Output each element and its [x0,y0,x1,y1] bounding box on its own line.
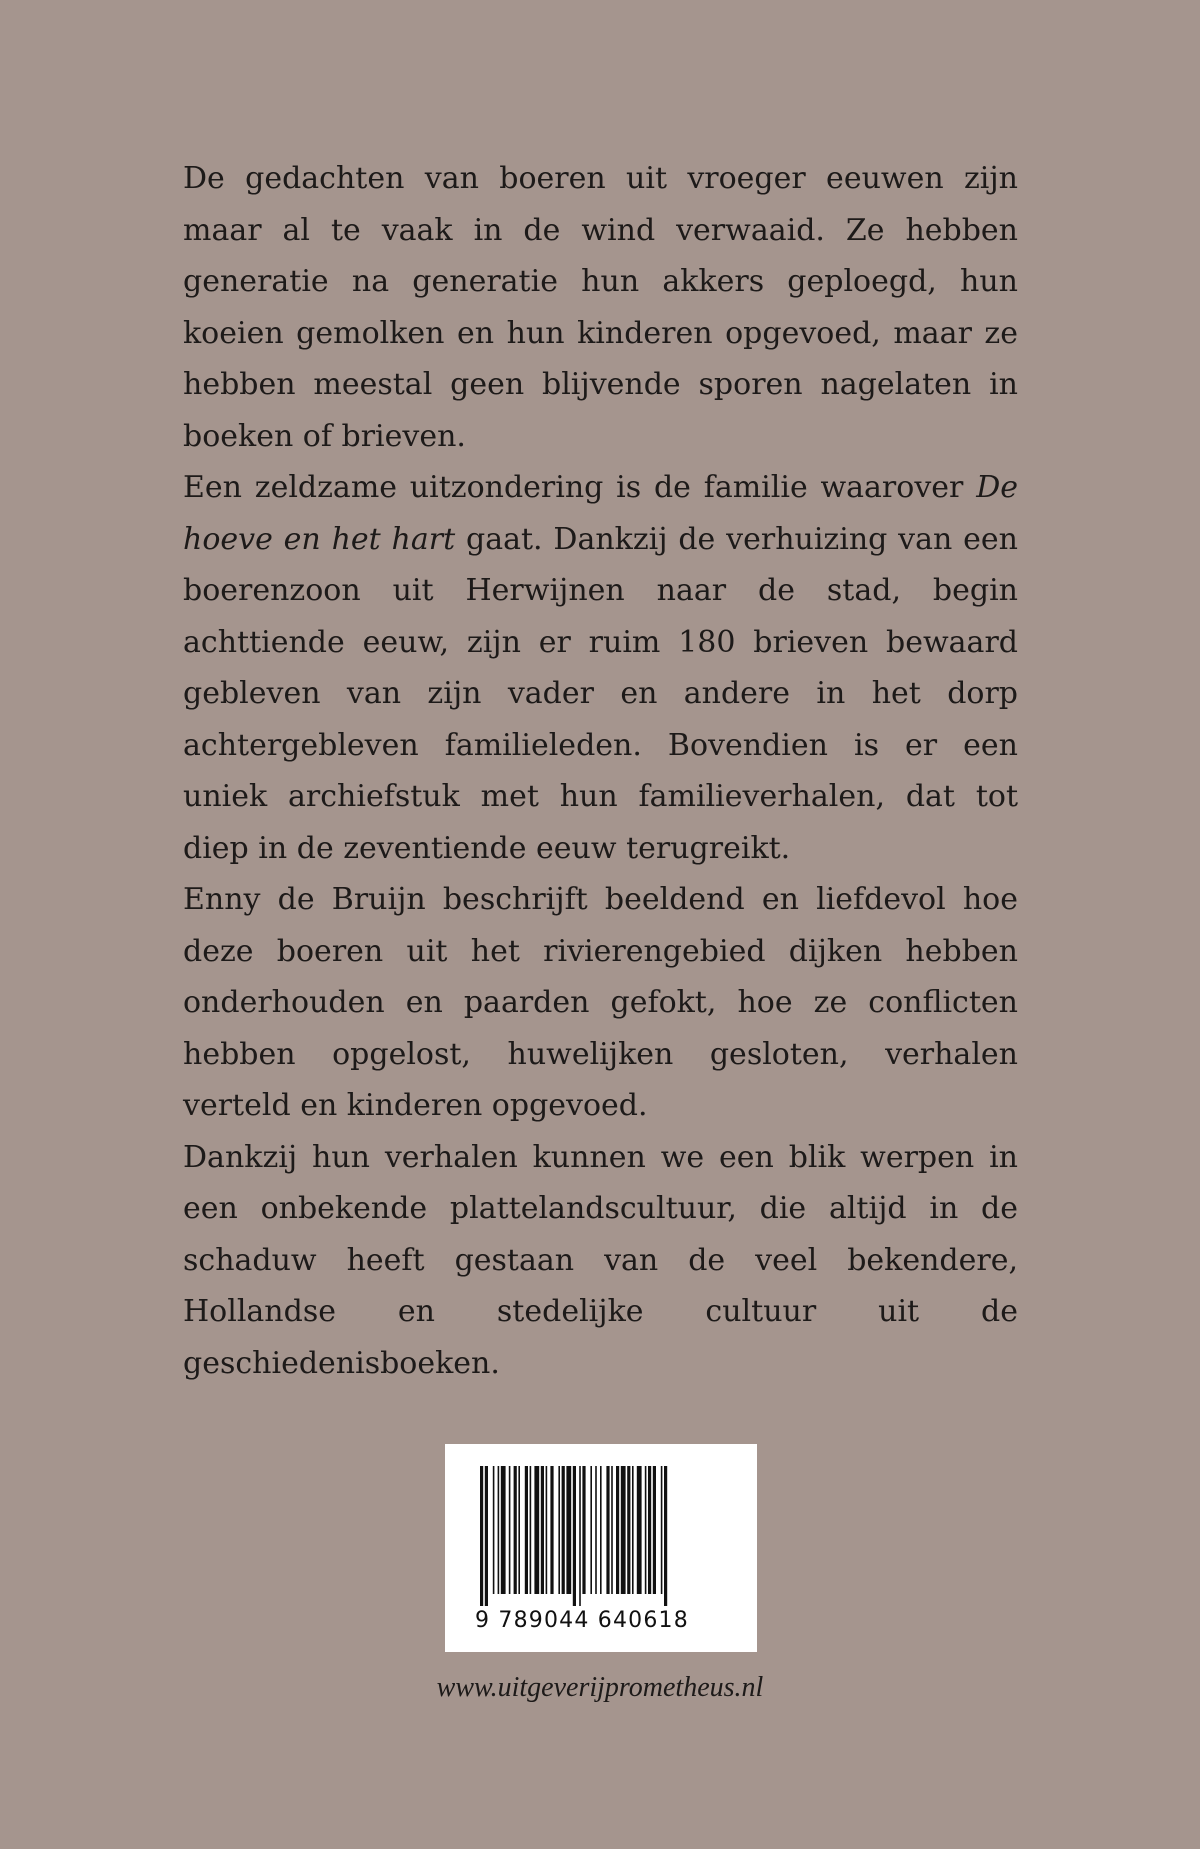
barcode-bar [595,1466,597,1594]
isbn-number: 9 789044 640618 [475,1608,689,1633]
barcode-bar [534,1466,539,1594]
barcode-bar [616,1466,619,1594]
barcode-bar [573,1466,576,1606]
barcode-bars [480,1466,714,1606]
barcode-bar [645,1466,647,1594]
barcode-bar [590,1466,592,1594]
barcode-bar [661,1466,663,1594]
barcode-bar [611,1466,613,1594]
barcode-bar [485,1466,488,1606]
barcode-bar [582,1466,585,1594]
barcode-bar [648,1466,651,1594]
barcode-bar [606,1466,609,1594]
blurb-paragraph-4: Dankzij hun verhalen kunnen we een blik werpen in een onbekende plattelandscultuur, die altijd in de schaduw heeft gestaan van de veel bekendere, Hollandse en stedelijke cultuur uit de geschiedenisboeken. [183,1139,1018,1381]
barcode-bar [480,1466,483,1606]
barcode-label [445,1444,757,1652]
barcode-bar [546,1466,548,1594]
blurb-paragraph-1: De gedachten van boeren uit vroeger eeuwen zijn maar al te vaak in de wind verwaaid. Ze hebben generatie na generatie hun akkers geploegd, hun koeien gemolken en hun kinderen opgevoed, maar ze hebben meestal geen blijvende sporen nagelaten in boeken of brieven. [183,161,1018,454]
barcode-bar [530,1466,532,1594]
barcode-bar [632,1466,634,1594]
book-title-italic: De hoeve en het hart [183,470,1018,557]
barcode-bar [653,1466,656,1594]
barcode-bar [550,1466,553,1594]
barcode-bar [566,1466,571,1594]
barcode-bar [509,1466,511,1594]
blurb-paragraph-3: Enny de Bruijn beschrijft beeldend en liefdevol hoe deze boeren uit het rivierengebied dijken hebben onderhouden en paarden gefokt, hoe ze conflicten hebben opgelost, huwelijken gesloten, verhalen verteld en kinderen opgevoed. [183,882,1018,1123]
barcode-bar [525,1466,528,1594]
barcode-bar [664,1466,667,1606]
barcode-bar [579,1466,581,1606]
blurb-paragraph-2 [183,462,1018,874]
barcode-bar [501,1466,506,1594]
blurb-paragraph-2-rest: gaat. Dankzij de verhuizing van een boerenzoon uit Herwijnen naar de stad, begin achttiende eeuw, zijn er ruim 180 brieven bewaard gebleven van zijn vader en andere in het dorp achtergebleven familieleden. Bovendien is er een uniek archiefstuk met hun familieverhalen, dat tot diep in de zeventiende eeuw terugreikt. [183,521,1019,866]
publisher-website: www.uitgeverijprometheus.nl [436,1672,764,1703]
barcode-bar [600,1466,602,1594]
barcode-bar [558,1466,560,1594]
blurb-text [183,153,1018,1389]
barcode-bar [627,1466,630,1594]
barcode-bar [498,1466,500,1594]
barcode-bar [621,1466,626,1594]
barcode-bar [541,1466,544,1594]
barcode-bar [514,1466,517,1594]
blurb-paragraph-2-start: Een zeldzame uitzondering is de familie waarover [183,470,977,505]
barcode-bar [562,1466,565,1594]
barcode-bar [493,1466,495,1594]
barcode-bar [637,1466,642,1594]
barcode-bar [518,1466,520,1594]
